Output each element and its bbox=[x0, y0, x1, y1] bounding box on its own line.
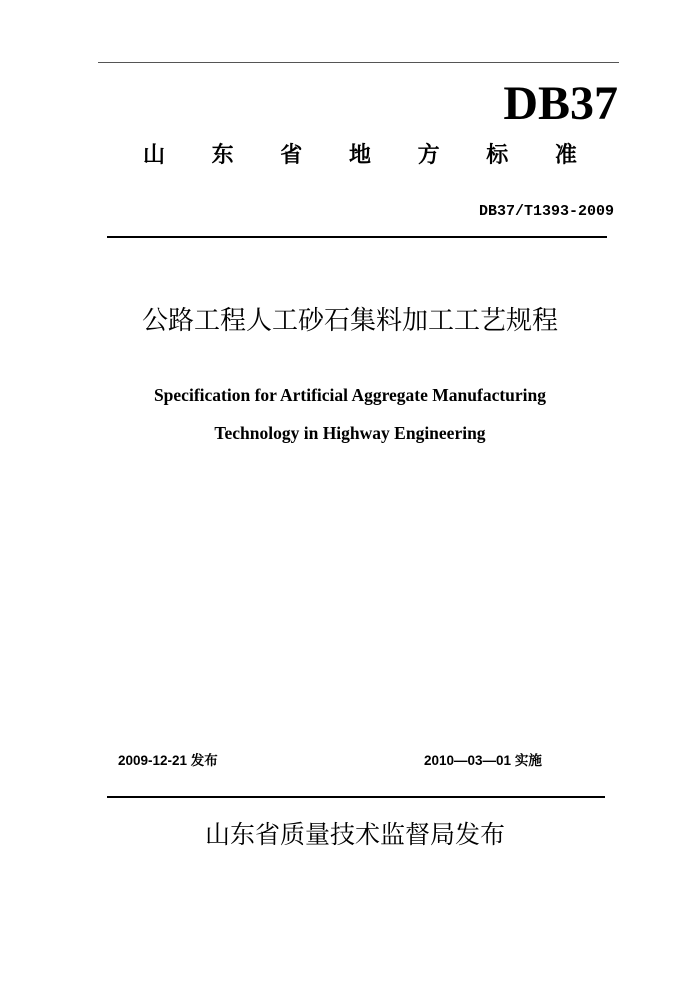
standard-type bbox=[140, 142, 580, 170]
standard-type-char: 标 bbox=[486, 143, 509, 168]
issue-date: 2009-12-21 发布 bbox=[118, 753, 218, 768]
standard-type-char: 山 bbox=[142, 143, 165, 168]
standard-type-char: 地 bbox=[348, 143, 371, 168]
title-chinese: 公路工程人工砂石集料加工工艺规程 bbox=[141, 306, 558, 336]
standard-code: DB37 bbox=[503, 77, 618, 130]
implementation-date: 2010—03—01 实施 bbox=[424, 753, 542, 768]
issuing-authority: 山东省质量技术监督局发布 bbox=[204, 820, 505, 849]
standard-type-char: 省 bbox=[280, 143, 303, 168]
top-divider bbox=[98, 62, 619, 63]
title-english-line-2: Technology in Highway Engineering bbox=[214, 423, 486, 443]
title-english-line-1: Specification for Artificial Aggregate Manufacturing bbox=[153, 385, 547, 405]
header-divider bbox=[107, 236, 607, 238]
standard-type-char: 东 bbox=[211, 143, 234, 168]
footer-divider bbox=[107, 796, 605, 798]
standard-type-char: 方 bbox=[417, 143, 440, 168]
standard-type-char: 准 bbox=[554, 143, 577, 168]
standard-number: DB37/T1393-2009 bbox=[478, 203, 614, 220]
